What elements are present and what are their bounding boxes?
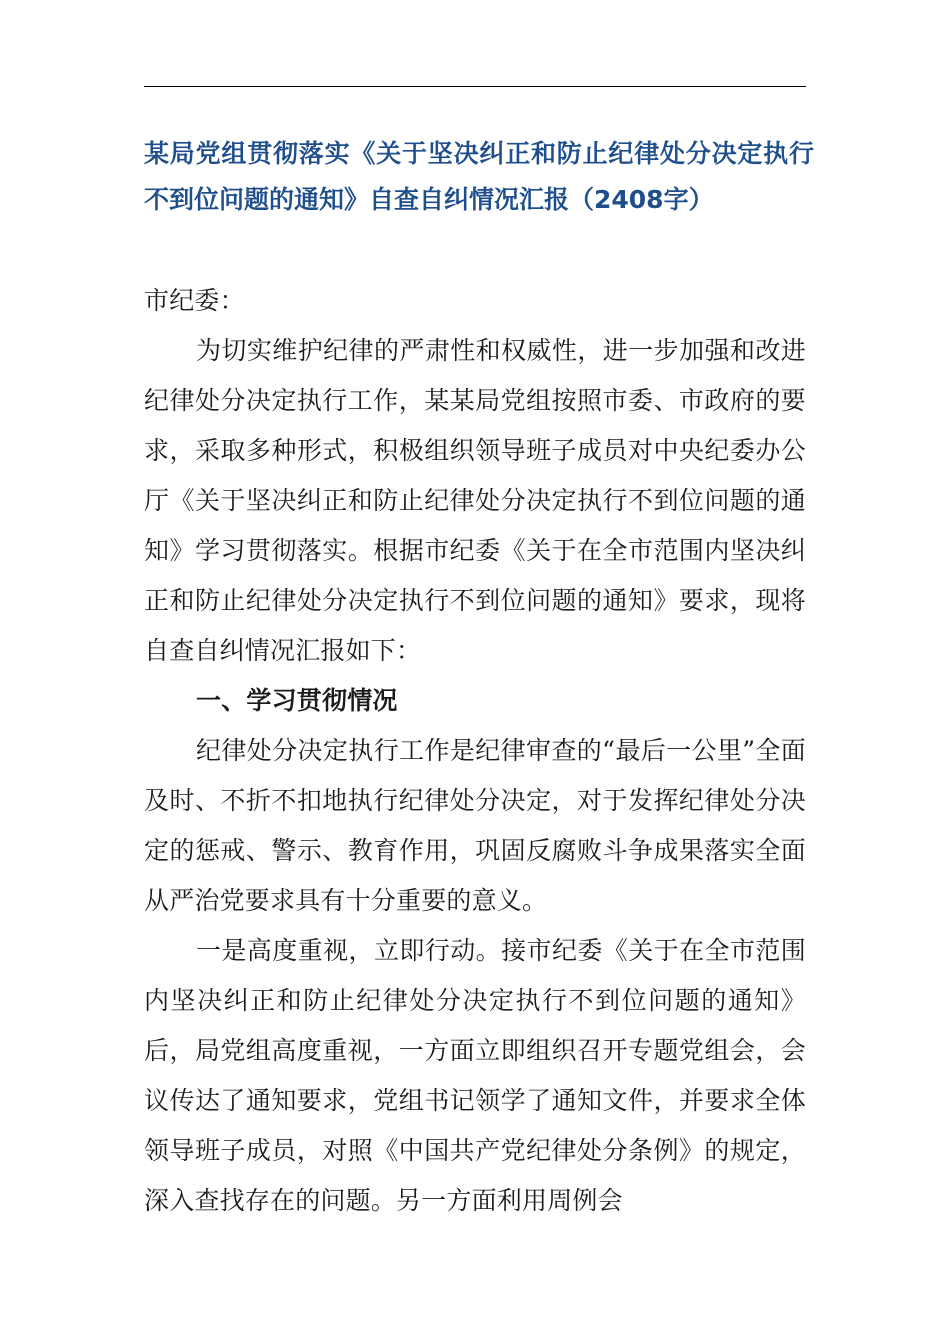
- body-paragraph: 纪律处分决定执行工作是纪律审查的“最后一公里”全面及时、不折不扣地执行纪律处分决定，对于发挥纪律处分决定的惩戒、警示、教育作用，巩固反腐败斗争成果落实全面从严治党要求具有十分重要的意义。: [144, 736, 806, 915]
- section-heading: 一、学习贯彻情况: [196, 686, 398, 715]
- header-rule: [144, 86, 806, 87]
- salutation: 市纪委：: [144, 286, 245, 315]
- document-title: 某局党组贯彻落实《关于坚决纠正和防止纪律处分决定执行不到位问题的通知》自查自纠情况汇报（2408字）: [144, 139, 814, 214]
- document-body: [144, 276, 806, 1226]
- body-paragraph: 一是高度重视，立即行动。接市纪委《关于在全市范围内坚决纠正和防止纪律处分决定执行不到位问题的通知》后，局党组高度重视，一方面立即组织召开专题党组会，会议传达了通知要求，党组书记领学了通知文件，并要求全体领导班子成员，对照《中国共产党纪律处分条例》的规定，深入查找存在的问题。另一方面利用周例会: [144, 936, 806, 1215]
- intro-paragraph: 为切实维护纪律的严肃性和权威性，进一步加强和改进纪律处分决定执行工作，某某局党组按照市委、市政府的要求，采取多种形式，积极组织领导班子成员对中央纪委办公厅《关于坚决纠正和防止纪律处分决定执行不到位问题的通知》学习贯彻落实。根据市纪委《关于在全市范围内坚决纠正和防止纪律处分决定执行不到位问题的通知》要求，现将自查自纠情况汇报如下：: [144, 336, 806, 665]
